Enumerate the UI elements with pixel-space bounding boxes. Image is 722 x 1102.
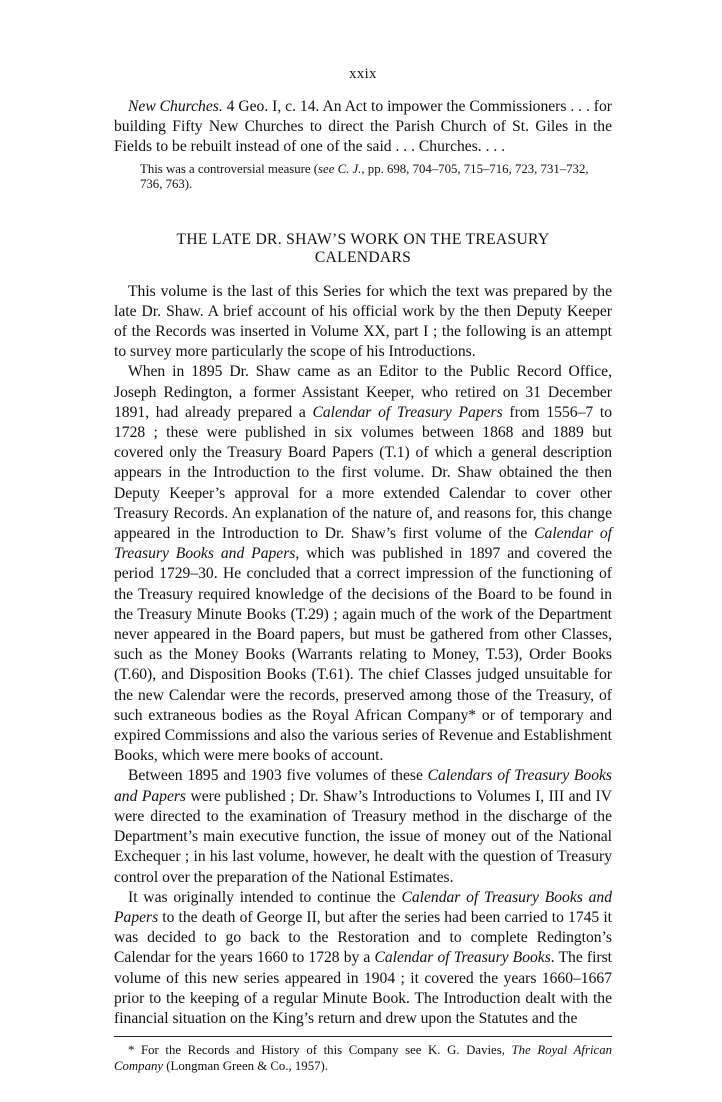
- paragraph-4-italic-2: Calendar of Treasury Books: [374, 949, 551, 967]
- page-number: xxix: [349, 66, 377, 82]
- paragraph-2-italic-2: Calendar of Treasury Books and Papers: [114, 525, 612, 563]
- paragraph-2-italic-1: Calendar of Treasury Papers: [312, 403, 503, 421]
- section-heading-line2: CALENDARS: [314, 249, 412, 267]
- statute-text: 4 Geo. I, c. 14. An Act to impower the Commissioners . . . for building Fifty New Churches to direct the Parish Church of St. Giles in the Fields to be rebuilt instead of one of the said . . . Churches. . . .: [114, 98, 612, 156]
- footnote-suffix: (Longman Green & Co., 1957).: [163, 1058, 328, 1073]
- statute-note-reference: see C. J.: [318, 161, 362, 176]
- paragraph-3-part-b: were published ; Dr. Shaw’s Introductions to Volumes I, III and IV were directed to the examination of Treasury method in the discharge of the Department’s main executive function, the issue of money out of the National Exchequer ; in his last volume, however, he dealt with the question of Treasury control over the preparation of the National Estimates.: [114, 787, 613, 886]
- footnote-italic-title: The Royal African Company: [114, 1043, 612, 1073]
- paragraph-4: [114, 888, 612, 1029]
- document-page: [114, 66, 612, 1074]
- section-heading-line1: THE LATE DR. SHAW’S WORK ON THE TREASURY: [176, 230, 550, 248]
- statute-note-suffix: , pp. 698, 704–705, 715–716, 723, 731–732, 736, 763).: [140, 161, 589, 192]
- paragraph-3-italic: Calendars of Treasury Books and Papers: [114, 767, 612, 805]
- paragraph-2-part-a: When in 1895 Dr. Shaw came as an Editor to the Public Record Office, Joseph Redington, a former Assistant Keeper, who retired on 31 December 1891, had already prepared a: [114, 363, 612, 421]
- footnote-divider: [114, 1036, 612, 1037]
- paragraph-2-part-c: , which was published in 1897 and covered the period 1729–30. He concluded that a correct impression of the functioning of the Treasury required knowledge of the decisions of the Board to be found in the Treasury Minute Books (T.29) ; again much of the work of the Department never appeared in the Board papers, but must be gathered from other Classes, such as the Money Books (Warrants relating to Money, T.53), Order Books (T.60), and Disposition Books (T.61). The chief Classes judged unsuitable for the new Calendar were the records, preserved among those of the Treasury, of such extraneous bodies as the Royal African Company* or of temporary and expired Commissions and also the various series of Revenue and Establishment Books, which were mere books of account.: [114, 545, 612, 765]
- paragraph-4-part-c: . The first volume of this new series appeared in 1904 ; it covered the years 1660–1667 prior to the keeping of a regular Minute Book. The Introduction dealt with the financial situation on the King’s return and drew upon the Statutes and the: [114, 949, 612, 1027]
- footnote: [114, 1043, 612, 1074]
- paragraph-3: [114, 766, 612, 887]
- paragraph-2-part-b: from 1556–7 to 1728 ; these were published in six volumes between 1868 and 1889 but covered only the Treasury Board Papers (T.1) of which a general description appears in the Introduction to the first volume. Dr. Shaw obtained the then Deputy Keeper’s approval for a more extended Calendar to cover other Treasury Records. An explanation of the nature of, and reasons for, this change appeared in the Introduction to Dr. Shaw’s first volume of the: [114, 403, 613, 543]
- paragraph-4-part-a: It was originally intended to continue the: [128, 888, 402, 906]
- footnote-text: * For the Records and History of this Company see K. G. Davies,: [128, 1043, 512, 1058]
- body-text: [114, 282, 612, 1030]
- paragraph-4-italic-1: Calendar of Treasury Books and Papers: [114, 888, 612, 926]
- statute-note-prefix: This was a controversial measure (: [140, 161, 319, 176]
- statute-entry: [114, 97, 612, 158]
- paragraph-1: This volume is the last of this Series for which the text was prepared by the late Dr. Shaw. A brief account of his official work by the then Deputy Keeper of the Records was inserted in Volume XX, part I ; the following is an attempt to survey more particularly the scope of his Introductions.: [114, 282, 612, 361]
- section-heading: [114, 231, 612, 268]
- statute-note: [114, 162, 612, 193]
- paragraph-4-part-b: to the death of George II, but after the series had been carried to 1745 it was decided to go back to the Restoration and to complete Redington’s Calendar for the years 1660 to 1728 by a: [114, 908, 612, 967]
- paragraph-2: [114, 362, 612, 766]
- statute-title: New Churches.: [128, 98, 223, 115]
- paragraph-3-part-a: Between 1895 and 1903 five volumes of these: [128, 767, 428, 785]
